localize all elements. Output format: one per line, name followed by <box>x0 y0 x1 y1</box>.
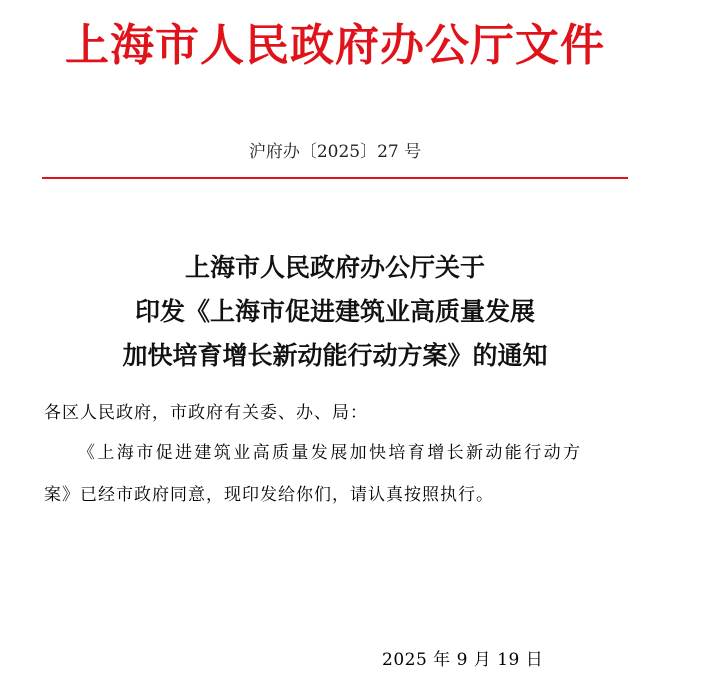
notice-title-line-3: 加快培育增长新动能行动方案》的通知 <box>122 341 548 370</box>
body-text-line-1: 《上海市促进建筑业高质量发展加快培育增长新动能行动方 <box>78 443 583 463</box>
salutation: 各区人民政府，市政府有关委、办、局： <box>44 403 368 423</box>
red-separator-line <box>42 177 628 179</box>
notice-title-line-1: 上海市人民政府办公厅关于 <box>184 253 485 282</box>
issue-date: 2025 年 9 月 19 日 <box>382 650 544 670</box>
notice-title-line-2: 印发《上海市促进建筑业高质量发展 <box>134 297 535 326</box>
body-text-line-2: 案》已经市政府同意，现印发给你们，请认真按照执行。 <box>44 485 494 505</box>
notice-title <box>0 246 670 378</box>
document-number: 沪府办〔2025〕27 号 <box>248 142 422 162</box>
document-masthead: 上海市人民政府办公厅文件 <box>65 20 605 71</box>
